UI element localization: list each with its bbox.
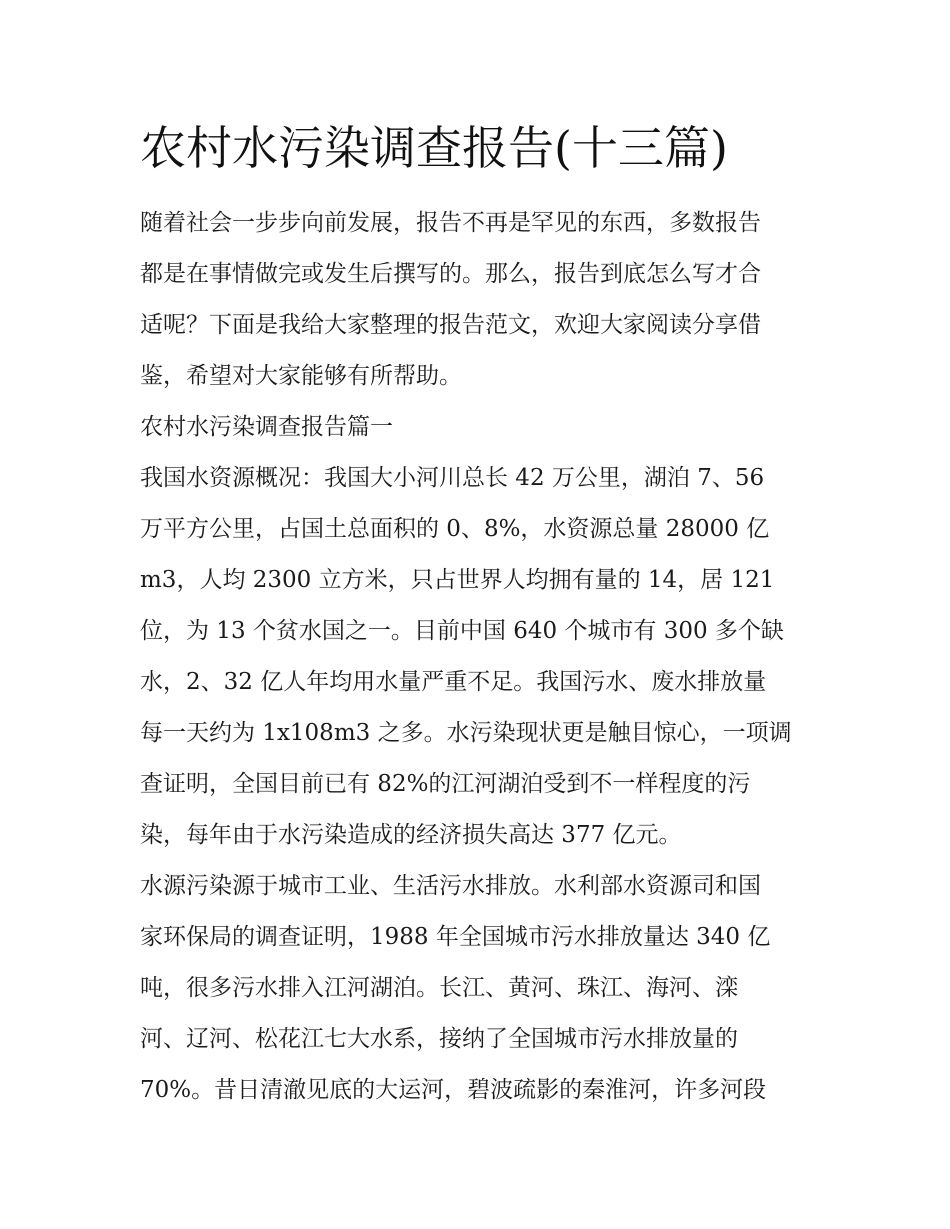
paragraph-line: 每一天约为 1x108m3 之多。水污染现状更是触目惊心，一项调 [140, 720, 792, 746]
paragraph-line: 70%。昔日清澈见底的大运河，碧波疏影的秦淮河，许多河段 [140, 1077, 767, 1103]
paragraph-line: 鉴，希望对大家能够有所帮助。 [140, 363, 462, 389]
document-body [140, 198, 815, 1116]
document-title: 农村水污染调查报告(十三篇) [140, 121, 728, 175]
paragraph-line: 适呢？下面是我给大家整理的报告范文，欢迎大家阅读分享借 [140, 312, 761, 338]
paragraph-line: 染，每年由于水污染造成的经济损失高达 377 亿元。 [140, 822, 682, 848]
paragraph-line: m3，人均 2300 立方米，只占世界人均拥有量的 14，居 121 [140, 567, 775, 593]
paragraph-line: 万平方公里，占国土总面积的 0、8%，水资源总量 28000 亿 [140, 516, 770, 542]
paragraph-line: 吨，很多污水排入江河湖泊。长江、黄河、珠江、海河、滦 [140, 975, 738, 1001]
paragraph-line: 随着社会一步步向前发展，报告不再是罕见的东西，多数报告 [140, 210, 761, 236]
paragraph-line: 我国水资源概况：我国大小河川总长 42 万公里，湖泊 7、56 [140, 465, 765, 491]
paragraph-line: 水，2、32 亿人年均用水量严重不足。我国污水、废水排放量 [140, 669, 767, 695]
section-heading: 农村水污染调查报告篇一 [140, 414, 393, 440]
paragraph-line: 位，为 13 个贫水国之一。目前中国 640 个城市有 300 多个缺 [140, 618, 784, 644]
paragraph-line: 河、辽河、松花江七大水系，接纳了全国城市污水排放量的 [140, 1026, 738, 1052]
paragraph-line: 查证明，全国目前已有 82%的江河湖泊受到不一样程度的污 [140, 771, 751, 797]
paragraph-line: 都是在事情做完或发生后撰写的。那么，报告到底怎么写才合 [140, 261, 761, 287]
paragraph-line: 水源污染源于城市工业、生活污水排放。水利部水资源司和国 [140, 873, 761, 899]
paragraph-line: 家环保局的调查证明，1988 年全国城市污水排放量达 340 亿 [140, 924, 771, 950]
